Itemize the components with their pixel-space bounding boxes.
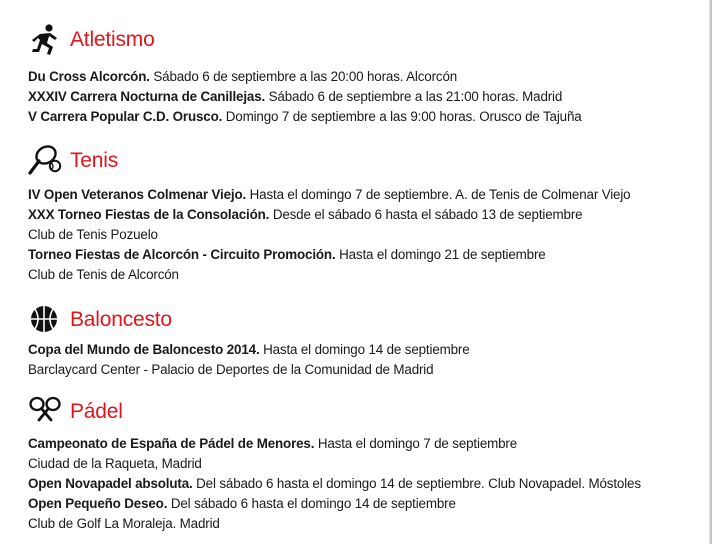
- event-line: IV Open Veteranos Colmenar Viejo. Hasta el domingo 7 de septiembre. A. de Tenis de Colmenar Viejo: [28, 187, 631, 202]
- section-title: Pádel: [70, 400, 123, 423]
- event-line: Torneo Fiestas de Alcorcón - Circuito Promoción. Hasta el domingo 21 de septiembre: [28, 247, 546, 262]
- event-line: Copa del Mundo de Baloncesto 2014. Hasta el domingo 14 de septiembre: [28, 342, 470, 357]
- event-line: Club de Golf La Moraleja. Madrid: [28, 516, 220, 531]
- section-title: Baloncesto: [70, 308, 172, 331]
- section-header: [28, 302, 704, 338]
- section-title: Tenis: [70, 149, 119, 172]
- event-line: Club de Tenis Pozuelo: [28, 227, 158, 242]
- event-list: [28, 185, 704, 285]
- section-header: [28, 143, 704, 179]
- event-line: XXXIV Carrera Nocturna de Canillejas. Sábado 6 de septiembre a las 21:00 horas. Madrid: [28, 89, 563, 104]
- event-line: Ciudad de la Raqueta, Madrid: [28, 456, 202, 471]
- event-line: Du Cross Alcorcón. Sábado 6 de septiembre a las 20:00 horas. Alcorcón: [28, 69, 458, 84]
- event-list: [28, 434, 704, 534]
- event-line: V Carrera Popular C.D. Orusco. Domingo 7 de septiembre a las 9:00 horas. Orusco de Tajuña: [28, 109, 582, 124]
- section-baloncesto: [28, 302, 704, 380]
- event-list: [28, 340, 704, 380]
- tennis-racket-ball-icon: [28, 144, 62, 178]
- event-line: Open Novapadel absoluta. Del sábado 6 hasta el domingo 14 de septiembre. Club Novapadel. Móstoles: [28, 476, 641, 491]
- section-padel: [28, 394, 704, 534]
- section-tenis: [28, 143, 704, 285]
- padel-rackets-icon: [28, 395, 62, 429]
- section-header: [28, 22, 704, 58]
- event-line: Open Pequeño Deseo. Del sábado 6 hasta el domingo 14 de septiembre: [28, 496, 456, 511]
- section-title: Atletismo: [70, 28, 155, 51]
- event-line: Club de Tenis de Alcorcón: [28, 267, 179, 282]
- event-list: [28, 67, 704, 127]
- section-atletismo: [28, 22, 704, 127]
- event-line: XXX Torneo Fiestas de la Consolación. Desde el sábado 6 hasta el sábado 13 de septiembre: [28, 207, 583, 222]
- running-person-icon: [28, 23, 62, 57]
- basketball-icon: [28, 303, 62, 337]
- section-header: [28, 394, 704, 430]
- event-line: Campeonato de España de Pádel de Menores. Hasta el domingo 7 de septiembre: [28, 436, 518, 451]
- event-line: Barclaycard Center - Palacio de Deportes de la Comunidad de Madrid: [28, 362, 434, 377]
